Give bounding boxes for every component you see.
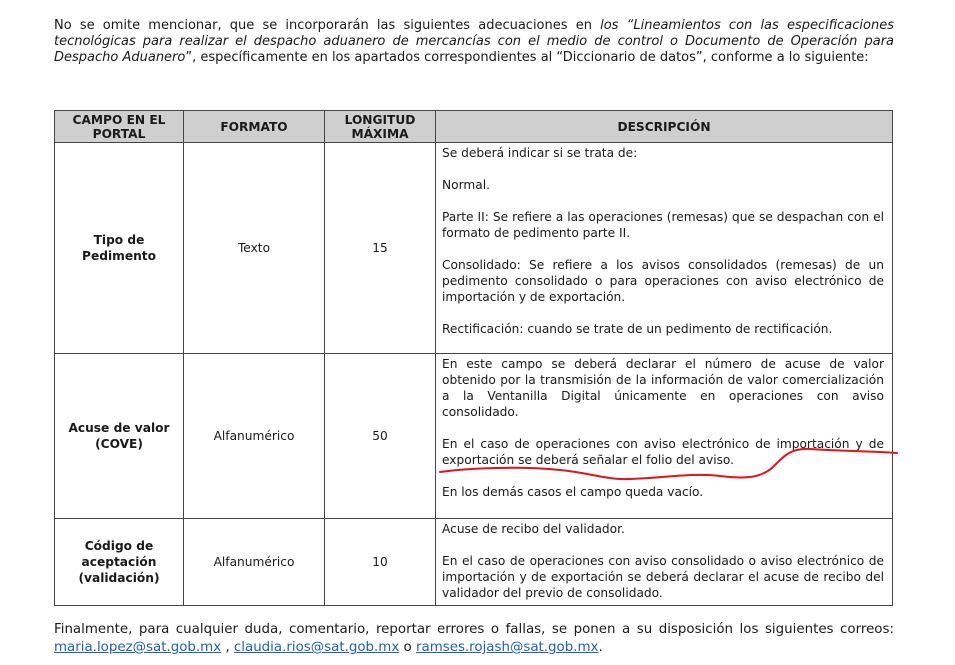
table-row	[55, 354, 893, 519]
header-descripcion: DESCRIPCIÓN	[436, 111, 893, 143]
intro-text-1: No se omite mencionar, que se incorporarán las siguientes adecuaciones en	[54, 18, 601, 33]
row-longitud: 50	[325, 354, 436, 519]
closing-text: Finalmente, para cualquier duda, comentario, reportar errores o fallas, se ponen a su disposición los siguientes correos:	[54, 622, 894, 637]
email-link-ramses[interactable]: ramses.rojash@sat.gob.mx	[415, 640, 599, 655]
row-formato: Alfanumérico	[184, 519, 325, 606]
row-longitud: 10	[325, 519, 436, 606]
header-formato: FORMATO	[184, 111, 325, 143]
row-descripcion	[436, 354, 893, 519]
separator: o	[399, 640, 416, 655]
desc-paragraph: Parte II: Se refiere a las operaciones (remesas) que se despachan con el formato de pedimento parte II.	[442, 210, 884, 240]
row-campo: Tipo de Pedimento	[55, 143, 184, 354]
desc-paragraph: En el caso de operaciones con aviso electrónico de importación y de exportación se deberá señalar el folio del aviso.	[442, 437, 884, 467]
header-campo: CAMPO EN EL PORTAL	[55, 111, 184, 143]
separator: ,	[221, 640, 234, 655]
row-formato: Alfanumérico	[184, 354, 325, 519]
data-dictionary-table	[54, 110, 893, 606]
closing-period: .	[598, 640, 603, 655]
desc-paragraph: En el caso de operaciones con aviso consolidado o aviso electrónico de importación y de exportación se deberá declarar el acuse de recibo del validador del previo de consolidado.	[442, 554, 884, 600]
row-longitud: 15	[325, 143, 436, 354]
desc-paragraph	[442, 321, 884, 337]
row-campo: Código de aceptación (validación)	[55, 519, 184, 606]
desc-text: cuando se trate de un pedimento de rectificación.	[523, 322, 833, 336]
desc-paragraph: Consolidado: Se refiere a los avisos consolidados (remesas) de un pedimento consolidado o para operaciones con aviso electrónico de importación y de exportación.	[442, 258, 884, 304]
desc-paragraph: En este campo se deberá declarar el número de acuse de valor obtenido por la transmisión de la información de valor comercialización a la Ventanilla Digital únicamente en operaciones con aviso consolidado.	[442, 357, 884, 419]
table-row	[55, 519, 893, 606]
email-link-maria[interactable]: maria.lopez@sat.gob.mx	[54, 640, 222, 655]
table-header-row	[55, 111, 893, 143]
row-formato: Texto	[184, 143, 325, 354]
desc-label: Rectificación:	[442, 322, 524, 336]
email-link-claudia[interactable]: claudia.rios@sat.gob.mx	[233, 640, 400, 655]
desc-paragraph: Se deberá indicar si se trata de:	[442, 146, 638, 160]
row-campo: Acuse de valor (COVE)	[55, 354, 184, 519]
table-row	[55, 143, 893, 354]
header-longitud: LONGITUD MÁXIMA	[325, 111, 436, 143]
row-descripcion	[436, 519, 893, 606]
desc-paragraph: Normal.	[442, 178, 490, 192]
intro-text-2: ”, específicamente en los apartados correspondientes al “Diccionario de datos”, conforme a lo siguiente:	[185, 50, 869, 65]
intro-paragraph	[54, 18, 894, 66]
intro-document-title: los “Lineamientos con las especificaciones tecnológicas para realizar el despacho aduanero de mercancías con el medio de control o Documento de Operación para Despacho Aduanero	[54, 18, 894, 65]
row-descripcion	[436, 143, 893, 354]
desc-paragraph: Acuse de recibo del validador.	[442, 522, 625, 536]
closing-paragraph	[54, 621, 894, 657]
desc-paragraph: En los demás casos el campo queda vacío.	[442, 485, 704, 499]
